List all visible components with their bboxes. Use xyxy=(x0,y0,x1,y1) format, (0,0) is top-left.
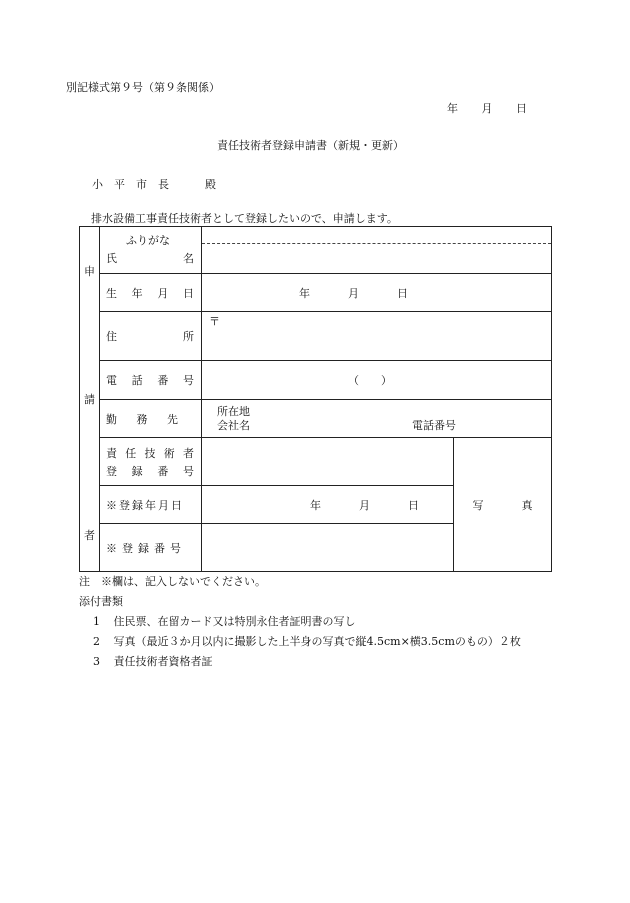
attachment-num: 2 xyxy=(93,635,100,648)
birthdate-month-label: 月 xyxy=(348,286,359,300)
application-table xyxy=(79,226,552,572)
form-id: 別記様式第９号（第９条関係） xyxy=(66,81,220,94)
applicant-char-2: 請 xyxy=(84,393,95,406)
tech-no-label-char: 技 xyxy=(144,446,156,460)
attachments-heading: 添付書類 xyxy=(79,595,123,608)
birthdate-day-label: 日 xyxy=(397,286,408,300)
applicant-column xyxy=(80,227,100,572)
addressee-honorific: 殿 xyxy=(205,178,216,191)
address-field[interactable] xyxy=(202,312,552,361)
tech-no-label-char: 録 xyxy=(131,464,143,478)
attachment-num: 3 xyxy=(93,655,100,668)
photo-label xyxy=(473,497,533,513)
phone-label-char: 号 xyxy=(182,374,194,387)
tech-no-label-char: 登 xyxy=(106,464,117,478)
workplace-label-char: 勤 xyxy=(106,412,117,426)
name-label xyxy=(106,250,194,266)
name-label-cell xyxy=(100,227,202,274)
furigana-label: ふりがな xyxy=(126,234,170,247)
birthdate-year-label: 年 xyxy=(299,286,310,300)
date-year-label: 年 xyxy=(447,102,458,115)
tech-no-label-cell xyxy=(100,438,202,486)
workplace-label-char: 務 xyxy=(136,412,148,426)
name-label-char: 氏 xyxy=(106,252,117,265)
furigana-divider xyxy=(202,243,551,244)
workplace-label-char: 先 xyxy=(167,412,178,426)
birthdate-label-char: 生 xyxy=(106,286,117,300)
attachment-num: 1 xyxy=(93,615,100,628)
birthdate-field[interactable] xyxy=(202,274,552,312)
workplace-label-cell xyxy=(100,400,202,438)
photo-box xyxy=(454,438,552,572)
tech-no-label-line1 xyxy=(106,445,194,461)
address-label-char: 住 xyxy=(106,330,117,343)
birthdate-label-char: 日 xyxy=(182,286,194,300)
attachment-text: 写真（最近３か月以内に撮影した上半身の写真で縦4.5cm×横3.5cmのもの）２枚 xyxy=(113,635,521,648)
phone-label-char: 番 xyxy=(157,374,169,387)
photo-label-char: 写 xyxy=(472,498,484,512)
reg-no-label: ※登録番号 xyxy=(100,524,202,572)
birthdate-label xyxy=(106,285,194,301)
reg-date-month-label: 月 xyxy=(359,498,370,512)
reg-date-year-label: 年 xyxy=(310,498,321,512)
phone-label-cell xyxy=(100,361,202,400)
applicant-char-3: 者 xyxy=(84,529,95,542)
note-text: 注 ※欄は、記入しないでください。 xyxy=(79,575,266,588)
workplace-label xyxy=(106,411,178,427)
address-label xyxy=(106,328,194,344)
tech-no-label-char: 者 xyxy=(183,446,194,460)
attachment-item xyxy=(93,613,356,629)
workplace-location-label: 所在地 xyxy=(217,404,250,418)
phone-label-char: 電 xyxy=(106,374,117,387)
tech-no-label-char: 責 xyxy=(106,446,117,460)
intro-text: 排水設備工事責任技術者として登録したいので、申請します。 xyxy=(91,212,398,225)
reg-date-day-label: 日 xyxy=(408,498,419,512)
phone-area-code: （ ） xyxy=(348,374,392,387)
tech-no-field[interactable] xyxy=(202,438,454,486)
tech-no-label-char: 番 xyxy=(157,464,169,478)
date-day-label: 日 xyxy=(516,102,527,115)
date-month-label: 月 xyxy=(481,102,493,115)
attachment-text: 住民票、在留カード又は特別永住者証明書の写し xyxy=(113,615,356,628)
workplace-company-label: 会社名 xyxy=(217,418,250,432)
attachment-text: 責任技術者資格者証 xyxy=(113,655,213,668)
address-label-char: 所 xyxy=(183,330,194,343)
birthdate-label-cell xyxy=(100,274,202,312)
name-field[interactable] xyxy=(202,227,552,274)
tech-no-label-char: 術 xyxy=(163,446,175,460)
workplace-field[interactable] xyxy=(202,400,552,438)
applicant-char-1: 申 xyxy=(84,265,95,278)
workplace-phone-label: 電話番号 xyxy=(412,418,456,432)
photo-label-char: 真 xyxy=(521,498,533,512)
page-title: 責任技術者登録申請書（新規・更新） xyxy=(217,139,404,152)
reg-date-label: ※登録年月日 xyxy=(100,486,202,524)
tech-no-label-char: 号 xyxy=(182,464,194,478)
postal-mark: 〒 xyxy=(209,315,220,328)
phone-field[interactable] xyxy=(202,361,552,400)
phone-label xyxy=(106,372,194,388)
attachment-item xyxy=(93,633,521,649)
birthdate-label-char: 月 xyxy=(157,286,169,300)
phone-label-char: 話 xyxy=(131,374,143,387)
reg-date-field xyxy=(202,486,454,524)
tech-no-label-char: 任 xyxy=(125,446,137,460)
tech-no-label-line2 xyxy=(106,463,194,479)
address-label-cell xyxy=(100,312,202,361)
reg-no-field xyxy=(202,524,454,572)
birthdate-label-char: 年 xyxy=(131,286,143,300)
date-line xyxy=(447,100,527,116)
attachment-item xyxy=(93,653,213,669)
name-label-char: 名 xyxy=(183,252,194,265)
addressee-name: 小 平 市 長 xyxy=(92,178,169,191)
